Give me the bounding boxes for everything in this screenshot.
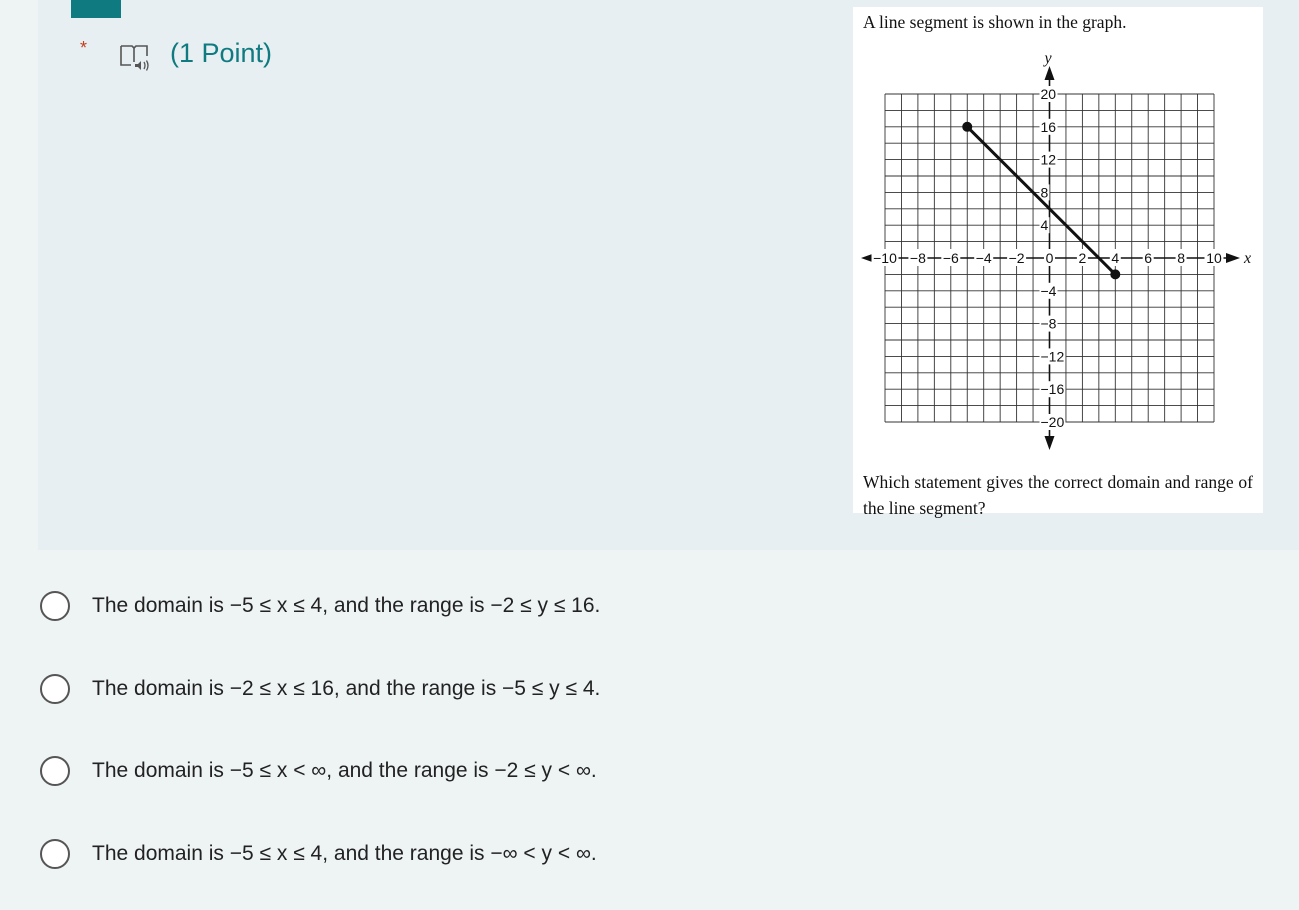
answer-option-label: The domain is −5 ≤ x ≤ 4, and the range is −2 ≤ y ≤ 16. bbox=[92, 594, 601, 617]
x-tick-label: 10 bbox=[1206, 250, 1222, 266]
y-tick-label: −4 bbox=[1040, 282, 1057, 299]
radio-button[interactable] bbox=[40, 756, 70, 786]
y-tick-label: 16 bbox=[1040, 118, 1057, 135]
answer-options bbox=[40, 580, 940, 910]
y-tick-label: −8 bbox=[1040, 315, 1057, 332]
point-value: (1 Point) bbox=[170, 38, 273, 68]
radio-button[interactable] bbox=[40, 839, 70, 869]
y-tick-label: 4 bbox=[1040, 217, 1049, 234]
answer-option-label: The domain is −5 ≤ x ≤ 4, and the range is −∞ < y < ∞. bbox=[92, 841, 597, 865]
radio-button[interactable] bbox=[40, 591, 70, 621]
question-number-badge bbox=[71, 0, 121, 18]
figure-prompt: Which statement gives the correct domain and range of the line segment? bbox=[863, 472, 1253, 518]
x-tick-label: 4 bbox=[1111, 250, 1120, 266]
y-axis-arrow-up bbox=[1045, 66, 1055, 80]
x-tick-label: 2 bbox=[1078, 250, 1087, 266]
y-axis-arrow-down bbox=[1045, 436, 1055, 450]
immersive-reader-icon[interactable] bbox=[118, 42, 152, 72]
x-tick-label: −10 bbox=[873, 250, 897, 266]
figure-caption: A line segment is shown in the graph. bbox=[863, 12, 1127, 32]
y-tick-label: 12 bbox=[1040, 151, 1057, 168]
x-tick-label: −6 bbox=[942, 250, 959, 266]
y-tick-label: −16 bbox=[1040, 381, 1065, 398]
y-tick-label: −20 bbox=[1040, 414, 1065, 430]
x-tick-label: 8 bbox=[1177, 250, 1185, 266]
answer-option-3[interactable] bbox=[40, 745, 940, 797]
x-tick-label: 0 bbox=[1045, 250, 1054, 266]
x-tick-label: −8 bbox=[909, 250, 926, 266]
coordinate-graph bbox=[853, 7, 1263, 467]
segment-endpoint-end bbox=[1110, 269, 1120, 279]
x-tick-label: 6 bbox=[1144, 250, 1153, 266]
segment-endpoint-start bbox=[962, 122, 972, 132]
y-tick-label: 8 bbox=[1040, 184, 1049, 201]
answer-option-4[interactable] bbox=[40, 828, 940, 880]
answer-option-label: The domain is −2 ≤ x ≤ 16, and the range is −5 ≤ y ≤ 4. bbox=[92, 676, 601, 700]
x-tick-label: −4 bbox=[975, 250, 992, 266]
radio-button[interactable] bbox=[40, 674, 70, 704]
required-marker: * bbox=[80, 38, 88, 58]
y-tick-label: −12 bbox=[1040, 348, 1065, 365]
x-axis-arrow-right bbox=[1226, 253, 1240, 263]
y-tick-label: 20 bbox=[1040, 86, 1057, 102]
answer-option-1[interactable] bbox=[40, 580, 940, 632]
answer-option-label: The domain is −5 ≤ x < ∞, and the range is −2 ≤ y < ∞. bbox=[92, 759, 597, 782]
y-axis-label: y bbox=[1044, 50, 1052, 67]
answer-option-2[interactable] bbox=[40, 663, 940, 715]
x-axis-label: x bbox=[1244, 250, 1252, 267]
x-tick-label: −2 bbox=[1008, 250, 1025, 266]
question-figure bbox=[853, 7, 1263, 518]
